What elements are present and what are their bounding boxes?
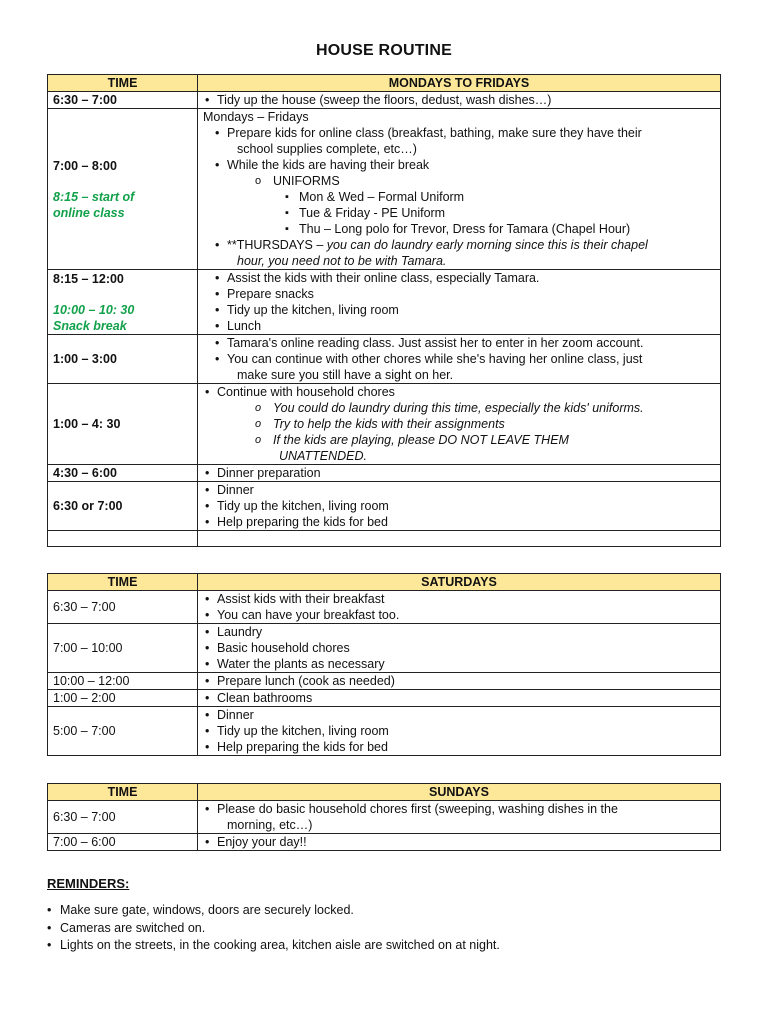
time-cell: 6:30 – 7:00	[48, 801, 198, 834]
time-column-header: TIME	[48, 784, 198, 801]
task-item: • Dinner preparation	[203, 465, 715, 481]
task-item: • Assist the kids with their online class, especially Tamara.	[213, 270, 715, 286]
task-item: • While the kids are having their break	[213, 157, 715, 173]
task-cell	[198, 92, 721, 109]
table-row	[48, 834, 721, 851]
time-cell: 5:00 – 7:00	[48, 707, 198, 756]
time-label: 8:15 – 12:00	[53, 271, 124, 286]
time-column-header: TIME	[48, 574, 198, 591]
task-item	[213, 125, 715, 157]
table-row	[48, 673, 721, 690]
reminder-item: • Cameras are switched on.	[47, 920, 500, 938]
table-row	[48, 801, 721, 834]
task-item: • Tidy up the kitchen, living room	[203, 723, 715, 739]
task-item	[213, 237, 715, 269]
time-cell	[48, 109, 198, 270]
task-text: you can do laundry early morning since this is their chapel	[326, 238, 648, 252]
task-item: • Tidy up the kitchen, living room	[203, 498, 715, 514]
task-text: school supplies complete, etc…)	[237, 142, 417, 156]
time-cell: 7:00 – 6:00	[48, 834, 198, 851]
green-note: 8:15 – start of	[53, 189, 135, 204]
subtask-item	[203, 432, 715, 464]
uniform-item: ▪ Mon & Wed – Formal Uniform	[203, 189, 715, 205]
weekday-schedule-table	[47, 74, 721, 547]
time-column-header: TIME	[48, 75, 198, 92]
task-text: Prepare kids for online class (breakfast, bathing, make sure they have their	[227, 126, 642, 140]
task-item: • Clean bathrooms	[203, 690, 715, 706]
task-item: • Laundry	[203, 624, 715, 640]
table-header-row	[48, 75, 721, 92]
table-row	[48, 624, 721, 673]
task-item: • Continue with household chores	[203, 384, 715, 400]
task-item: • Lunch	[213, 318, 715, 334]
table-row	[48, 92, 721, 109]
task-item: • Help preparing the kids for bed	[203, 739, 715, 755]
empty-row	[48, 531, 721, 547]
table-row	[48, 690, 721, 707]
task-cell	[198, 834, 721, 851]
task-item: • Tamara's online reading class. Just assist her to enter in her zoom account.	[213, 335, 715, 351]
reminder-item: • Make sure gate, windows, doors are securely locked.	[47, 902, 500, 920]
table-row	[48, 335, 721, 384]
empty-cell	[48, 531, 198, 547]
time-cell: 10:00 – 12:00	[48, 673, 198, 690]
task-text: hour, you need not to be with Tamara.	[237, 254, 447, 268]
reminders-list	[47, 902, 500, 955]
subtask-item: o Try to help the kids with their assignments	[203, 416, 715, 432]
task-cell	[198, 465, 721, 482]
time-label: 7:00 – 8:00	[53, 158, 117, 173]
subtask-item: o UNIFORMS	[203, 173, 715, 189]
task-text: UNATTENDED.	[279, 449, 367, 463]
subheading: Mondays – Fridays	[203, 110, 309, 124]
uniform-item: ▪ Thu – Long polo for Trevor, Dress for Tamara (Chapel Hour)	[203, 221, 715, 237]
time-cell: 6:30 or 7:00	[48, 482, 198, 531]
task-item: • Assist kids with their breakfast	[203, 591, 715, 607]
sunday-schedule-table	[47, 783, 721, 851]
empty-cell	[198, 531, 721, 547]
time-cell: 7:00 – 10:00	[48, 624, 198, 673]
green-note: Snack break	[53, 318, 127, 333]
task-cell	[198, 591, 721, 624]
task-text: morning, etc…)	[227, 818, 313, 832]
task-text: If the kids are playing, please DO NOT LEAVE THEM	[273, 433, 569, 447]
green-note: online class	[53, 205, 125, 220]
task-item: • Dinner	[203, 482, 715, 498]
table-row	[48, 482, 721, 531]
task-item: • Prepare snacks	[213, 286, 715, 302]
table-row	[48, 384, 721, 465]
day-column-header: SATURDAYS	[198, 574, 721, 591]
table-header-row	[48, 784, 721, 801]
table-row	[48, 591, 721, 624]
task-cell	[198, 707, 721, 756]
time-cell: 1:00 – 2:00	[48, 690, 198, 707]
subtask-item: o You could do laundry during this time, especially the kids' uniforms.	[203, 400, 715, 416]
task-item: • Basic household chores	[203, 640, 715, 656]
task-cell	[198, 482, 721, 531]
task-cell	[198, 624, 721, 673]
task-item: • Tidy up the house (sweep the floors, dedust, wash dishes…)	[203, 92, 715, 108]
green-note: 10:00 – 10: 30	[53, 302, 135, 317]
table-header-row	[48, 574, 721, 591]
task-cell	[198, 690, 721, 707]
task-cell	[198, 335, 721, 384]
table-row	[48, 270, 721, 335]
time-cell: 4:30 – 6:00	[48, 465, 198, 482]
task-text: You can continue with other chores while she's having her online class, just	[227, 352, 643, 366]
task-cell	[198, 673, 721, 690]
task-text: **THURSDAYS –	[227, 238, 327, 252]
reminders-heading: REMINDERS:	[47, 876, 130, 891]
time-cell: 1:00 – 4: 30	[48, 384, 198, 465]
day-column-header: SUNDAYS	[198, 784, 721, 801]
task-cell	[198, 801, 721, 834]
task-text: make sure you still have a sight on her.	[237, 368, 454, 382]
task-cell	[198, 109, 721, 270]
task-item	[203, 801, 715, 833]
page-title: HOUSE ROUTINE	[316, 42, 452, 59]
uniform-item: ▪ Tue & Friday - PE Uniform	[203, 205, 715, 221]
task-item: • Tidy up the kitchen, living room	[213, 302, 715, 318]
time-cell	[48, 270, 198, 335]
saturday-schedule-table	[47, 573, 721, 756]
table-row	[48, 109, 721, 270]
reminder-item: • Lights on the streets, in the cooking area, kitchen aisle are switched on at night.	[47, 937, 500, 955]
time-cell: 6:30 – 7:00	[48, 591, 198, 624]
task-item: • Prepare lunch (cook as needed)	[203, 673, 715, 689]
table-row	[48, 465, 721, 482]
time-cell: 1:00 – 3:00	[48, 335, 198, 384]
task-item	[213, 351, 715, 383]
task-cell	[198, 270, 721, 335]
task-item: • Dinner	[203, 707, 715, 723]
time-cell: 6:30 – 7:00	[48, 92, 198, 109]
task-item: • Help preparing the kids for bed	[203, 514, 715, 530]
table-row	[48, 707, 721, 756]
task-item: • Water the plants as necessary	[203, 656, 715, 672]
task-item: • Enjoy your day!!	[203, 834, 715, 850]
task-item: • You can have your breakfast too.	[203, 607, 715, 623]
task-cell	[198, 384, 721, 465]
day-column-header: MONDAYS TO FRIDAYS	[198, 75, 721, 92]
task-text: Please do basic household chores first (sweeping, washing dishes in the	[217, 802, 618, 816]
